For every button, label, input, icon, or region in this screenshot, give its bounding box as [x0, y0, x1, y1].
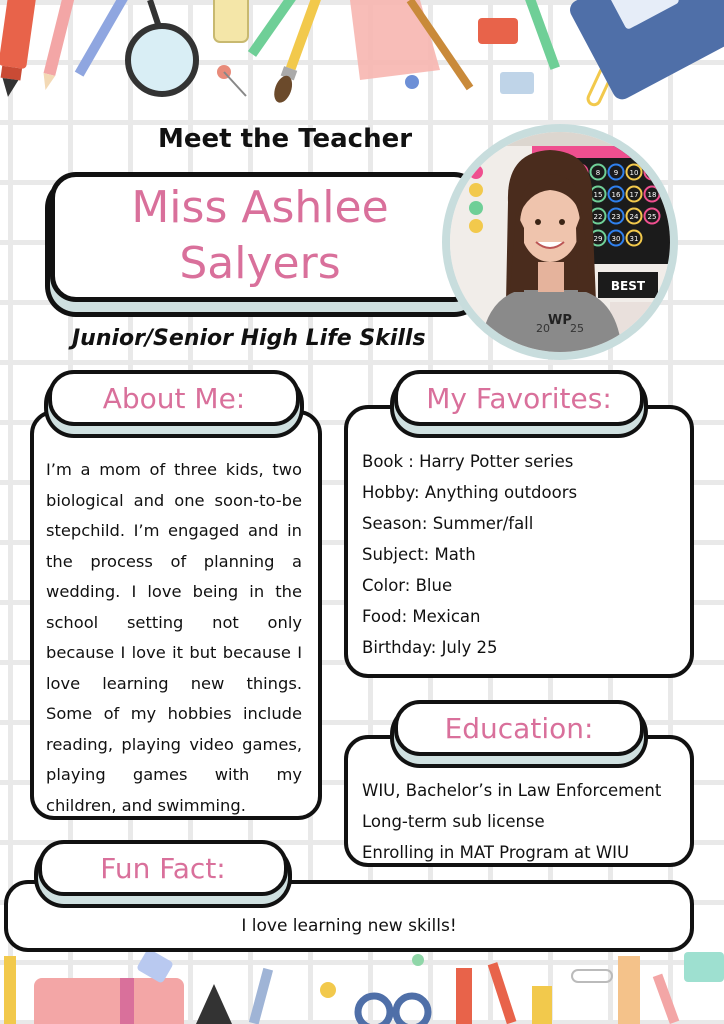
- education-license: Long-term sub license: [362, 812, 545, 831]
- favorites-list: [362, 446, 682, 663]
- favorite-color: Color: Blue: [362, 576, 453, 595]
- school-supplies-top-decoration: [0, 0, 724, 120]
- favorite-book: Book : Harry Potter series: [362, 452, 574, 471]
- about-heading: [48, 370, 300, 426]
- education-program: Enrolling in MAT Program at WIU: [362, 843, 630, 862]
- education-heading: [394, 700, 644, 756]
- education-heading-label: Education:: [444, 711, 594, 745]
- teacher-photo-illustration: [450, 132, 670, 352]
- fun-fact-text: I love learning new skills!: [241, 916, 457, 936]
- fun-fact-heading-label: Fun Fact:: [100, 851, 226, 885]
- school-supplies-bottom-decoration: [0, 946, 724, 1024]
- calendar-day-number: 29: [593, 235, 603, 243]
- favorite-hobby: Hobby: Anything outdoors: [362, 483, 578, 502]
- calendar-day-number: 10: [629, 169, 639, 177]
- calendar-day-number: 18: [647, 191, 657, 199]
- about-text: I’m a mom of three kids, two biological and one soon-to-be stepchild. I’m engaged and in the process of planning a wedding. I love being in the school setting not only because I love it but because I love learning new things. Some of my hobbies include reading, playing video games, playing games with my children, and swimming.: [46, 460, 302, 815]
- calendar-day-number: 11: [647, 169, 657, 177]
- calendar-day-number: 17: [629, 191, 639, 199]
- education-degree: WIU, Bachelor’s in Law Enforcement: [362, 781, 662, 800]
- shirt-number-right: 25: [570, 322, 584, 335]
- teacher-name: [60, 180, 460, 292]
- favorite-birthday: Birthday: July 25: [362, 638, 498, 657]
- page-title: Meet the Teacher: [157, 124, 413, 154]
- calendar-day-number: 30: [611, 235, 621, 243]
- shirt-number-left: 20: [536, 322, 550, 335]
- calendar-day-number: 22: [593, 213, 603, 221]
- calendar-day-number: 23: [611, 213, 621, 221]
- teacher-photo: [442, 124, 678, 360]
- shirt-initials: WP: [548, 313, 572, 328]
- calendar-day-circle: [645, 165, 660, 180]
- calendar-day-number: 16: [611, 191, 621, 199]
- calendar-day-number: 31: [629, 235, 639, 243]
- favorite-food: Food: Mexican: [362, 607, 481, 626]
- favorites-heading: [394, 370, 644, 426]
- calendar-day-number: 8: [595, 169, 601, 177]
- fun-fact-heading: [38, 840, 288, 896]
- calendar-day-number: 15: [593, 191, 603, 199]
- favorite-subject: Subject: Math: [362, 545, 476, 564]
- wall-sign-text: BEST: [610, 279, 646, 293]
- subject-subtitle: Junior/Senior High Life Skills: [72, 326, 426, 351]
- teacher-name-line-1: Miss Ashlee: [131, 182, 389, 233]
- education-list: [362, 775, 688, 868]
- calendar-day-number: 25: [647, 213, 657, 221]
- calendar-day-number: 24: [629, 213, 639, 221]
- favorite-season: Season: Summer/fall: [362, 514, 534, 533]
- about-heading-label: About Me:: [102, 381, 246, 415]
- favorites-heading-label: My Favorites:: [426, 381, 612, 415]
- teacher-name-line-2: Salyers: [179, 238, 341, 289]
- calendar-day-number: 9: [613, 169, 619, 177]
